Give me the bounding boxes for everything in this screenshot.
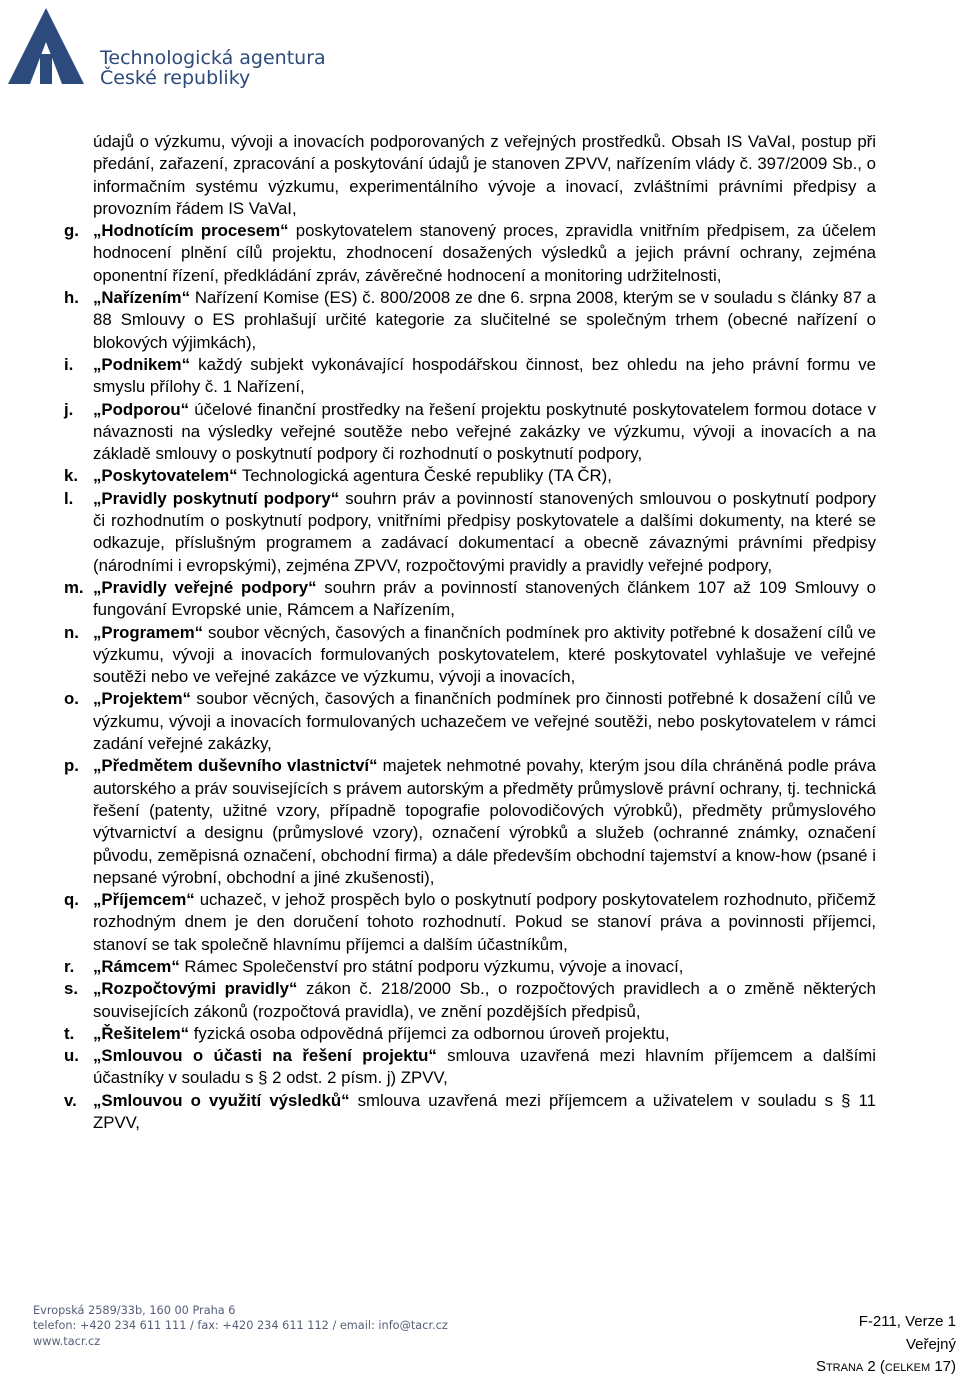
defined-term: „Nařízením“ — [93, 288, 190, 308]
page-number: Strana 2 (celkem 17) — [815, 1358, 956, 1375]
defined-term: „Předmětem duševního vlastnictví“ — [93, 756, 378, 776]
definition-item — [64, 577, 876, 622]
definition-item — [64, 488, 876, 577]
definition-text: Technologická agentura České republiky (TA ČR), — [237, 466, 612, 486]
item-letter: q. — [64, 890, 79, 910]
footer-contact — [33, 1303, 448, 1349]
definition-item — [64, 978, 876, 1023]
definition-text: účelové finanční prostředky na řešení projektu poskytnuté poskytovatelem formou dotace v návaznosti na výsledky veřejné soutěže nebo veřejné zakázky ve výzkumu, vývoji a inovacích a na základě smlouvy o poskytnutí podpory či rozhodnutí o poskytnutí podpory, — [93, 399, 876, 464]
definition-text: Rámec Společenství pro státní podporu výzkumu, vývoje a inovací, — [179, 956, 684, 976]
document-body — [64, 131, 876, 1134]
defined-term: „Rámcem“ — [93, 956, 180, 976]
defined-term: „Řešitelem“ — [93, 1023, 190, 1043]
definition-item — [64, 622, 876, 689]
item-letter: u. — [64, 1046, 79, 1066]
item-letter: k. — [64, 466, 78, 486]
definition-item — [64, 287, 876, 354]
item-letter: p. — [64, 756, 79, 776]
definition-item — [64, 354, 876, 399]
item-letter: m. — [64, 577, 84, 597]
definition-item — [64, 465, 876, 487]
definition-text: soubor věcných, časových a finančních podmínek pro činnosti potřebné k dosažení cílů ve výzkumu, vývoji a inovacích formulovaných uchazečem ve veřejné soutěži, nebo poskytovatelem v rámci zadání veřejné zakázky, — [93, 689, 876, 754]
definition-item — [64, 889, 876, 956]
footer-contacts: telefon: +420 234 611 111 / fax: +420 234 611 112 / email: info@tacr.cz — [33, 1319, 448, 1333]
definitions-list — [64, 220, 876, 1134]
item-letter: s. — [64, 979, 78, 999]
definition-text: poskytovatelem stanovený proces, zpravidla vnitřním předpisem, za účelem hodnocení plnění cílů projektu, zhodnocení dosažených výsledků a jejich právní ochrany, zejména oponentní řízení, předkládání zpráv, závěrečné hodnocení a monitoring udržitelnosti, — [93, 221, 876, 285]
item-letter: t. — [64, 1023, 75, 1043]
definition-text: Nařízení Komise (ES) č. 800/2008 ze dne 6. srpna 2008, kterým se v souladu s články 87 a 88 Smlouvy o ES prohlašují určité kategorie za slučitelné se společným trhem (obecné nařízení o blokových výjimkách), — [93, 288, 876, 352]
triangle-logo-icon — [6, 6, 100, 86]
item-letter: l. — [64, 488, 74, 508]
definition-item — [64, 755, 876, 889]
definition-text: majetek nehmotné povahy, kterým jsou díla chráněná podle práva autorského a práv souvisejících s právem autorským a předměty průmyslově právní ochrany, tj. technická řešení (patenty, užitné vzory, případně topografie polovodičových výrobků), předměty průmyslového výtvarnictví a designu (průmyslové vzory), označení výrobků a služeb (ochranné známky, označení původu, zeměpisná označení, obchodní firma) a dále především obchodní tajemství a know-how (psané i nepsané výrobní, obchodní a jiné zkušenosti), — [93, 756, 876, 887]
footer-web: www.tacr.cz — [33, 1334, 101, 1348]
item-letter: h. — [64, 288, 79, 308]
definition-text: každý subjekt vykonávající hospodářskou činnost, bez ohledu na jeho právní formu ve smyslu přílohy č. 1 Nařízení, — [93, 354, 876, 397]
intro-paragraph: údajů o výzkumu, vývoji a inovacích podporovaných z veřejných prostředků. Obsah IS VaVaI, postup při předání, zařazení, zpracování a poskytování údajů je stanoven ZPVV, nařízením vlády č. 397/2009 Sb., o informačním systému výzkumu, experimentálního vývoje a inovací, zvláštními právními předpisy a provozním řádem IS VaVaI, — [93, 132, 876, 218]
defined-term: „Podnikem“ — [93, 354, 190, 374]
definition-text: zákon č. 218/2000 Sb., o rozpočtových pravidlech a o změně některých souvisejících zákonů (rozpočtová pravidla), ve znění pozdějších předpisů, — [93, 979, 876, 1021]
defined-term: „Poskytovatelem“ — [93, 466, 238, 486]
defined-term: „Smlouvou o využití výsledků“ — [93, 1090, 350, 1110]
defined-term: „Pravidly veřejné podpory“ — [93, 577, 317, 597]
org-name-line2: České republiky — [100, 67, 251, 89]
item-letter: v. — [64, 1090, 77, 1110]
item-letter: i. — [64, 354, 74, 374]
definition-item — [64, 399, 876, 466]
definition-text: fyzická osoba odpovědná příjemci za odbornou úroveň projektu, — [189, 1023, 670, 1043]
definition-item — [64, 1090, 876, 1135]
footer-document-info — [816, 1311, 956, 1379]
item-letter: g. — [64, 221, 79, 241]
defined-term: „Programem“ — [93, 622, 204, 642]
definition-item — [64, 688, 876, 755]
defined-term: „Hodnotícím procesem“ — [93, 221, 289, 241]
item-letter: j. — [64, 399, 74, 419]
org-name-line1: Technologická agentura — [100, 47, 326, 69]
definition-text: uchazeč, v jehož prospěch bylo o poskytnutí podpory poskytovatelem rozhodnuto, přičemž rozhodným dnem je den doručení tohoto rozhodnutí. Pokud se stanoví práva a povinnosti příjemci, stanoví se tak společně hlavnímu příjemci a dalším účastníkům, — [93, 890, 876, 954]
item-letter: o. — [64, 689, 79, 709]
definition-item — [64, 1023, 876, 1045]
item-letter: r. — [64, 956, 75, 976]
defined-term: „Smlouvou o účasti na řešení projektu“ — [93, 1046, 437, 1066]
defined-term: „Podporou“ — [93, 399, 190, 419]
item-letter: n. — [64, 622, 79, 642]
definition-text: souhrn práv a povinností stanovených smlouvou o poskytnutí podpory či rozhodnutím o poskytnutí podpory, vnitřními předpisy poskytovatele a dalšími dokumenty, na které se odkazuje, příslušným programem a zadávací dokumentací a obecně závaznými právními předpisy (národními i evropskými), zejména ZPVV, rozpočtovými pravidly a pravidly veřejné podpory, — [93, 488, 876, 575]
visibility-label: Veřejný — [905, 1335, 956, 1353]
form-code: F-211, Verze 1 — [858, 1313, 956, 1330]
agency-logo — [6, 6, 326, 89]
definition-text: smlouva uzavřená mezi příjemcem a uživatelem v souladu s § 11 ZPVV, — [93, 1090, 876, 1133]
defined-term: „Rozpočtovými pravidly“ — [93, 979, 298, 999]
definition-text: souhrn práv a povinností stanovených článkem 107 až 109 Smlouvy o fungování Evropské unie, Rámcem a Nařízením, — [93, 577, 876, 620]
definition-item — [64, 956, 876, 978]
defined-term: „Projektem“ — [93, 689, 191, 709]
defined-term: „Pravidly poskytnutí podpory“ — [93, 488, 340, 508]
definition-item — [64, 220, 876, 287]
footer-address: Evropská 2589/33b, 160 00 Praha 6 — [33, 1304, 236, 1317]
defined-term: „Příjemcem“ — [93, 890, 195, 910]
definition-text: soubor věcných, časových a finančních podmínek pro aktivity potřebné k dosažení cílů ve výzkumu, vývoji a inovacích formulovaných poskytovatelem, které poskytovatel vyhlašuje ve veřejné soutěži nebo ve veřejné zakázce ve výzkumu, vývoji a inovacích, — [93, 622, 876, 687]
definition-text: smlouva uzavřená mezi hlavním příjemcem a dalšími účastníky v souladu s § 2 odst. 2 písm. j) ZPVV, — [93, 1046, 876, 1088]
definition-item — [64, 1045, 876, 1090]
